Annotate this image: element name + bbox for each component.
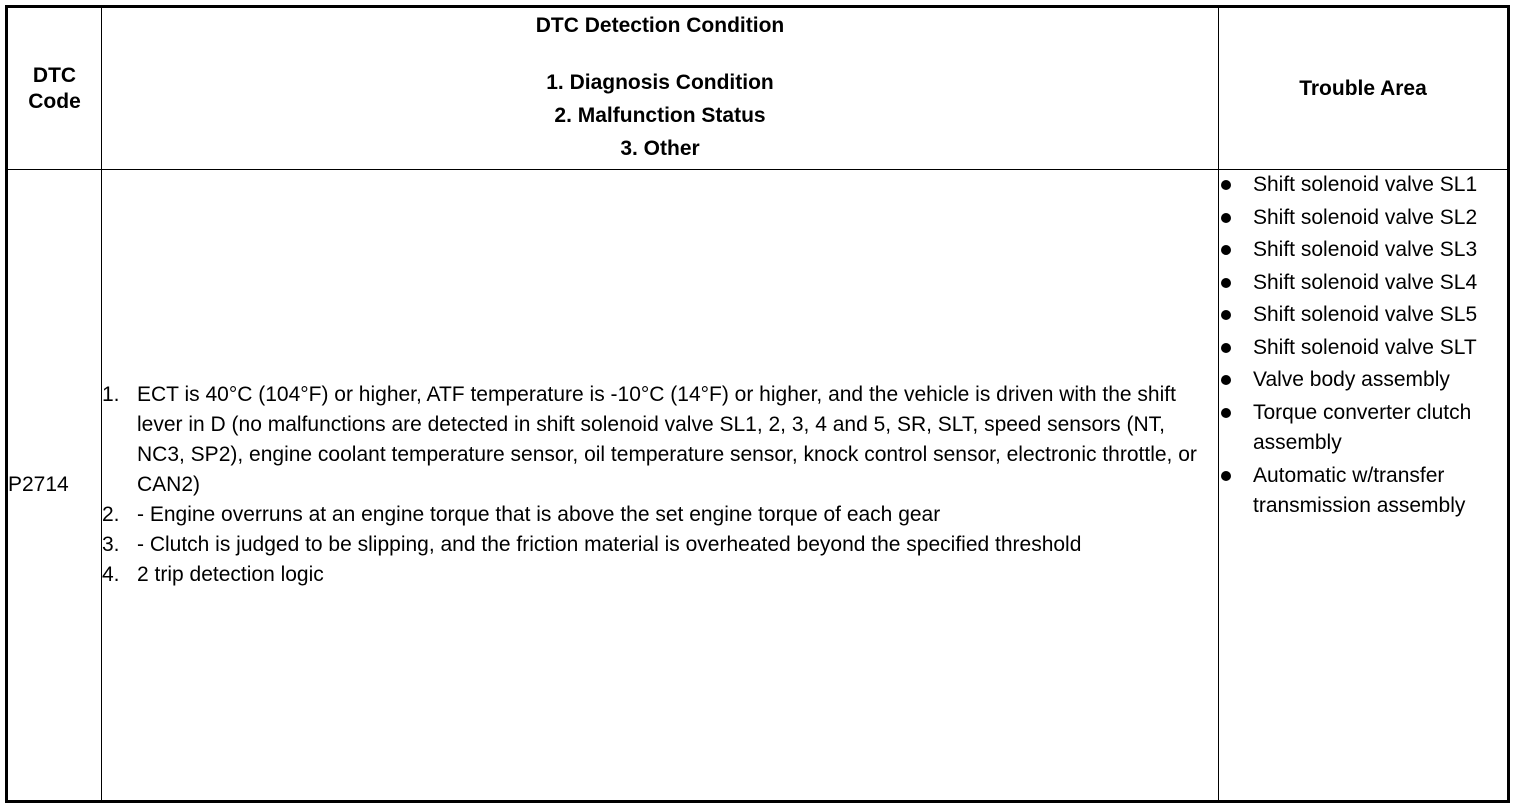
condition-text: 2 trip detection logic (137, 563, 324, 586)
detection-condition-cell (102, 170, 1219, 802)
list-item (1219, 333, 1507, 364)
condition-list (102, 380, 1218, 590)
condition-item (102, 500, 1218, 530)
trouble-area-text: Torque converter clutch assembly (1253, 400, 1472, 454)
header-condition-item: 1. Diagnosis Condition (546, 71, 774, 94)
header-trouble-area: Trouble Area (1219, 7, 1509, 170)
condition-text: - Engine overruns at an engine torque that is above the set engine torque of each gear (137, 503, 941, 526)
list-item (1219, 203, 1507, 234)
header-code-line1: DTC (32, 63, 77, 87)
header-condition-items (102, 66, 1218, 165)
trouble-area-list (1219, 170, 1507, 522)
bullet-icon (1221, 180, 1231, 190)
condition-text: - Clutch is judged to be slipping, and the friction material is overheated beyond the specified threshold (137, 533, 1082, 556)
trouble-area-text: Automatic w/transfer transmission assembly (1253, 463, 1466, 517)
trouble-area-text: Shift solenoid valve SL2 (1253, 205, 1478, 229)
trouble-area-cell (1219, 170, 1509, 802)
list-item (1219, 170, 1507, 201)
trouble-area-text: Shift solenoid valve SL3 (1253, 238, 1478, 261)
list-item (1219, 235, 1507, 266)
header-detection-condition (102, 7, 1219, 170)
condition-number: 2. (102, 503, 120, 526)
condition-item (102, 380, 1218, 500)
bullet-icon (1221, 245, 1231, 255)
header-row (7, 7, 1509, 170)
condition-number: 3. (102, 533, 120, 556)
bullet-icon (1221, 408, 1231, 418)
trouble-area-text: Shift solenoid valve SL5 (1253, 303, 1478, 326)
condition-text: ECT is 40°C (104°F) or higher, ATF temperature is -10°C (14°F) or higher, and the vehicle is driven with the shift lever in D (no malfunctions are detected in shift solenoid valve SL1, 2, 3, 4 and 5, SR, SLT, speed sensors (NT, NC3, SP2), engine coolant temperature sensor, oil temperature sensor, knock control sensor, electronic throttle, or CAN2) (137, 383, 1197, 496)
bullet-icon (1221, 310, 1231, 320)
condition-item (102, 530, 1218, 560)
bullet-icon (1221, 471, 1231, 481)
list-item (1219, 365, 1507, 396)
bullet-icon (1221, 375, 1231, 385)
list-item (1219, 300, 1507, 331)
trouble-area-text: Shift solenoid valve SLT (1253, 335, 1477, 359)
condition-number: 1. (102, 383, 120, 406)
header-condition-item: 3. Other (620, 137, 700, 160)
header-code-line2: Code (28, 89, 81, 113)
bullet-icon (1221, 343, 1231, 353)
dtc-code-cell: P2714 (7, 170, 102, 802)
list-item (1219, 461, 1507, 522)
bullet-icon (1221, 213, 1231, 223)
table-row (7, 170, 1509, 802)
dtc-table (5, 5, 1510, 803)
header-dtc-code (7, 7, 102, 170)
list-item (1219, 398, 1507, 459)
condition-number: 4. (102, 563, 120, 586)
header-condition-title: DTC Detection Condition (535, 14, 785, 37)
condition-item (102, 560, 1218, 590)
trouble-area-text: Shift solenoid valve SL1 (1253, 173, 1478, 196)
bullet-icon (1221, 278, 1231, 288)
header-condition-item: 2. Malfunction Status (554, 104, 766, 127)
list-item (1219, 268, 1507, 299)
trouble-area-text: Shift solenoid valve SL4 (1253, 270, 1478, 294)
trouble-area-text: Valve body assembly (1253, 368, 1450, 391)
